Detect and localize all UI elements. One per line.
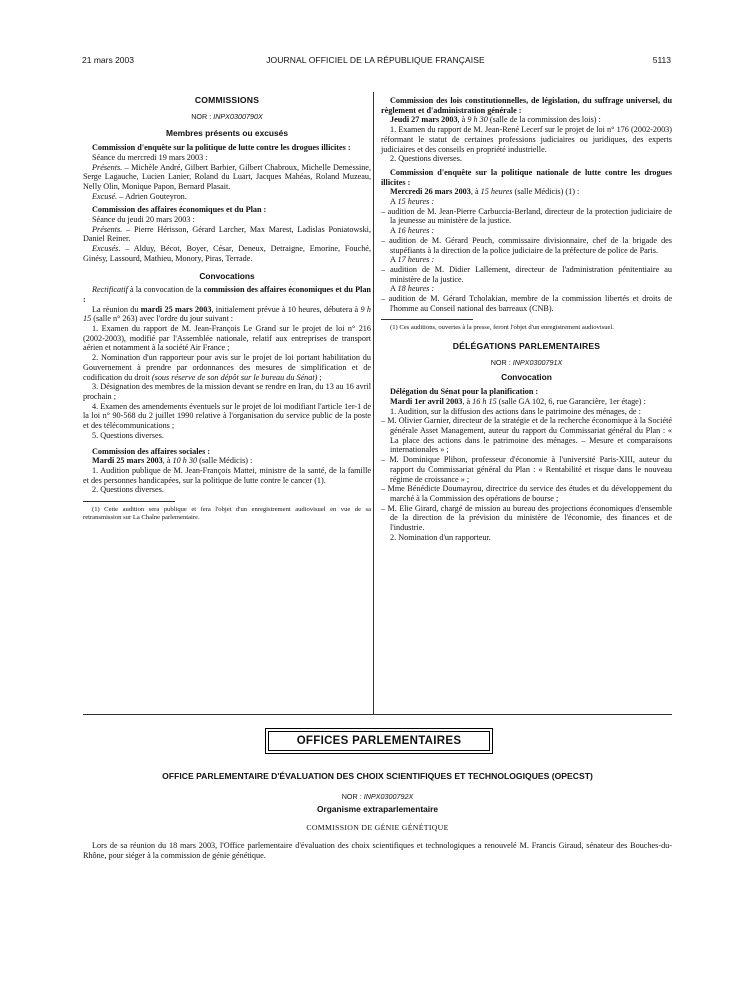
lois-date-time: 9 h 30 (467, 115, 488, 125)
excuses-names: – Alduy, Bécot, Boyer, César, Deneux, Detraigne, Emorine, Fouché, Ginésy, Lassourd, Mathieu, Monory, Piras, Terrade. (83, 244, 371, 263)
planification-date-sep: , à (462, 396, 473, 406)
delegation-planification-title: Délégation du Sénat pour la planification : (390, 387, 539, 397)
opecst-title: OFFICE PARLEMENTAIRE D'ÉVALUATION DES CHOIX SCIENTIFIQUES ET TECHNOLOGIQUES (OPECST) (162, 771, 593, 781)
offices-parlementaires-box (265, 728, 493, 754)
agenda-item: 2. Nomination d'un rapporteur. (390, 532, 491, 542)
rectificatif-label: Rectificatif (92, 285, 128, 295)
lois-date (381, 115, 672, 125)
presents-paragraph (83, 163, 371, 192)
agenda-item: 1. Examen du rapport de M. Jean-René Lecerf sur le projet de loi n° 176 (2002-2003) réformant le statut de certaines professions judiciaires ou juridiques, des experts judiciaires et des conseils en propriété industrielle. (381, 125, 672, 154)
time-slot-hour: 15 heures : (397, 197, 435, 207)
nor-code: INPX0300790X (213, 111, 263, 121)
reunion-text-e: (salle n° 263) avec l'ordre du jour suivant : (91, 314, 234, 324)
time-slot-hour: 16 heures : (397, 226, 435, 236)
enquete-date-time: 15 heures (480, 187, 513, 197)
audition-item: – M. Dominique Plihon, professeur d'économie à l'université Paris-XIII, auteur du rapport du Commissariat général du Plan : « Rentabilité et risque dans le nouveau régime de croissance » ; (381, 455, 672, 484)
nor-reference (83, 792, 672, 802)
lois-date-day: Jeudi 27 mars 2003 (390, 115, 458, 125)
enquete-date-sep: , à (470, 187, 481, 197)
commission-affaires-eco-title: Commission des affaires économiques et du Plan : (92, 205, 267, 215)
excuse-paragraph (83, 192, 371, 202)
sociales-date-day: Mardi 25 mars 2003 (92, 456, 163, 466)
section-title-delegations: DÉLÉGATIONS PARLEMENTAIRES (452, 341, 601, 352)
time-slot (381, 284, 672, 294)
presents-paragraph (83, 225, 371, 244)
time-slot-prefix: A (390, 226, 398, 236)
commission-enquete-drogues-title: Commission d'enquête sur la politique nationale de lutte contre les drogues illicites : (381, 167, 672, 187)
agenda-item-text: 2. Nomination d'un rapporteur pour avis sur le projet de loi portant habilitation du Gouvernement à prendre par ordonnances des mesures de simplification et de codification du droit (83, 353, 371, 382)
commission-genie-genetique: COMMISSION DE GÉNIE GÉNÉTIQUE (306, 823, 449, 833)
footnote: (1) Cette audition sera publique et fera l'objet d'un enregistrement audiovisuel en vue de sa retransmission sur La Chaîne parlementaire. (83, 506, 371, 521)
time-slot (381, 255, 672, 265)
right-column (381, 96, 672, 542)
lois-date-room: (salle de la commission des lois) : (487, 115, 601, 125)
enquete-date (381, 187, 672, 197)
subtitle-organisme: Organisme extraparlementaire (316, 804, 439, 815)
agenda-item: 1. Audition publique de M. Jean-François Mattei, ministre de la santé, de la famille et des personnes handicapées, sur la politique de lutte contre le cancer (1). (83, 465, 371, 485)
agenda-item: 2. Questions diverses. (92, 485, 164, 495)
nor-label: NOR : (490, 357, 513, 367)
reunion-time: 9 h 15 (83, 304, 371, 324)
agenda-item: 5. Questions diverses. (92, 430, 164, 440)
sociales-date-time: 10 h 30 (172, 456, 198, 466)
sociales-date (83, 456, 371, 466)
subtitle-convocation: Convocation (501, 372, 552, 383)
section-title-commissions: COMMISSIONS (194, 95, 260, 105)
agenda-item: 2. Questions diverses. (390, 154, 462, 164)
enquete-date-room: (salle Médicis) (1) : (512, 187, 580, 197)
commission-lois-title: Commission des lois constitutionnelles, de législation, du suffrage universel, du règlement et d'administration générale : (381, 96, 672, 115)
excuse-names: – Adrien Gouteyron. (117, 191, 187, 201)
footnote-rule (83, 501, 175, 502)
planification-date-room: (salle GA 102, 6, rue Garancière, 1er étage) : (496, 396, 646, 406)
time-slot (381, 226, 672, 236)
planification-date-time: 16 h 15 (472, 396, 497, 406)
agenda-item-reserve: (sous réserve de son dépôt sur le bureau du Sénat) (151, 372, 318, 382)
commission-affaires-sociales-title: Commission des affaires sociales : (92, 446, 211, 456)
time-slot (381, 197, 672, 207)
footnote: (1) Ces auditions, ouvertes à la presse, feront l'objet d'un enregistrement audiovisuel. (390, 324, 614, 332)
lois-date-sep: , à (457, 115, 468, 125)
excuses-label: Excusés. (92, 244, 121, 254)
sociales-date-room: (salle Médicis) : (197, 456, 253, 466)
subtitle-convocations: Convocations (199, 270, 255, 281)
rectificatif-commission: commission des affaires économiques et du Plan : (83, 285, 371, 304)
rectificatif-text: à la convocation de la (127, 285, 204, 295)
header-journal-title: JOURNAL OFFICIEL DE LA RÉPUBLIQUE FRANÇAISE (266, 55, 485, 65)
nor-label: NOR : (341, 791, 364, 801)
offices-parlementaires-title: OFFICES PARLEMENTAIRES (268, 731, 490, 751)
time-slot-hour: 17 heures : (397, 255, 435, 265)
audition-item: – audition de M. Gérard Peuch, commissaire divisionnaire, chef de la brigade des stupéfiants à la direction de la police judiciaire de la préfecture de police de Paris. (381, 235, 672, 255)
agenda-item: 4. Examen des amendements éventuels sur le projet de loi modifiant l'article 1er-1 de la loi n° 90-568 du 2 juillet 1990 relative à l'organisation du service public de la poste et des télécommunications ; (83, 401, 371, 431)
nor-reference (381, 358, 672, 368)
agenda-item-end: ; (317, 372, 322, 382)
offices-section (83, 772, 672, 860)
header-date: 21 mars 2003 (82, 55, 134, 65)
time-slot-hour: 18 heures : (397, 284, 435, 294)
presents-names: – Pierre Hérisson, Gérard Larcher, Max Marest, Ladislas Poniatowski, Daniel Reiner. (83, 224, 371, 244)
excuse-label: Excusé. (92, 191, 118, 201)
reunion-text-a: La réunion du (92, 304, 141, 314)
nor-reference (83, 112, 371, 122)
footnote-rule (381, 319, 473, 320)
time-slot-prefix: A (390, 255, 398, 265)
agenda-item: 1. Examen du rapport de M. Jean-François Le Grand sur le projet de loi n° 216 (2002-2003), modifié par l'Assemblée nationale, relatif aux entreprises de transport aérien et notamment à la société Air France ; (83, 324, 371, 353)
presents-label: Présents. (92, 224, 123, 234)
audition-item: – M. Olivier Garnier, directeur de la stratégie et de la recherche économique à la Société générale Asset Management, auteur du rapport du Commissariat général du Plan : « La place des actions dans le patrimoine des ménages. – Mesure et comparaisons internationales » ; (381, 416, 672, 455)
presents-label: Présents. (92, 162, 123, 172)
header-page-number: 5113 (652, 55, 671, 65)
audition-item: – Mme Bénédicte Doumayrou, directrice du service des études et du développement du marché à la Commission des opérations de bourse ; (381, 484, 672, 503)
audition-item: – audition de M. Didier Lallement, directeur de l'administration pénitentiaire au ministère de la justice. (381, 264, 672, 284)
opecst-paragraph: Lors de sa réunion du 18 mars 2003, l'Office parlementaire d'évaluation des choix scientifiques et technologiques a renouvelé M. Francis Giraud, sénateur des Bouches-du-Rhône, pour siéger à la commission de génie génétique. (83, 840, 672, 860)
rectificatif-paragraph (83, 285, 371, 304)
commission-enquete-title: Commission d'enquête sur la politique de lutte contre les drogues illicites : (92, 143, 351, 153)
subtitle-membres: Membres présents ou excusés (166, 128, 288, 139)
seance-text: Séance du jeudi 20 mars 2003 : (92, 215, 195, 225)
audition-item: – M. Elie Girard, chargé de mission au bureau des projections économiques d'ensemble de la direction de la prévision du ministère de l'économie, des finances et de l'industrie. (381, 503, 672, 533)
nor-code: INPX0300791X (512, 357, 563, 367)
reunion-paragraph (83, 305, 371, 324)
nor-code: INPX0300792X (363, 791, 414, 801)
planification-date-day: Mardi 1er avril 2003 (390, 396, 463, 406)
left-column (83, 96, 371, 521)
nor-label: NOR : (191, 111, 214, 121)
reunion-text-c: , initialement prévue à 10 heures, débutera à (211, 304, 361, 314)
page-header (0, 55, 751, 69)
planification-date (381, 397, 672, 407)
seance-text: Séance du mercredi 19 mars 2003 : (92, 152, 208, 162)
sociales-date-sep: , à (162, 456, 173, 466)
enquete-date-day: Mercredi 26 mars 2003 (390, 187, 471, 197)
agenda-item: 3. Désignation des membres de la mission devant se rendre en Iran, du 13 au 16 avril prochain ; (83, 382, 371, 401)
column-divider (373, 92, 374, 714)
audition-item: – audition de M. Jean-Pierre Carbuccia-Berland, directeur de la protection judiciaire de la jeunesse au ministère de la justice. (381, 206, 672, 226)
audition-item: – audition de M. Gérard Tcholakian, membre de la commission libertés et droits de l'homme au Conseil national des barreaux (CNB). (381, 294, 672, 313)
time-slot-prefix: A (390, 284, 398, 294)
agenda-item (83, 353, 371, 382)
presents-names: – Michèle André, Gilbert Barbier, Gilbert Chabroux, Michelle Demessine, Serge Lagauche, Lucien Lanier, Roland du Luart, Jacques Mahéas, Roland Muzeau, Nelly Olin, Monique Papon, Bernard Plasait. (83, 162, 371, 191)
agenda-item: 1. Audition, sur la diffusion des actions dans le patrimoine des ménages, de : (390, 406, 641, 416)
reunion-date: mardi 25 mars 2003 (140, 304, 212, 314)
excuses-paragraph (83, 244, 371, 263)
page-section-rule (83, 714, 672, 715)
time-slot-prefix: A (390, 197, 398, 207)
